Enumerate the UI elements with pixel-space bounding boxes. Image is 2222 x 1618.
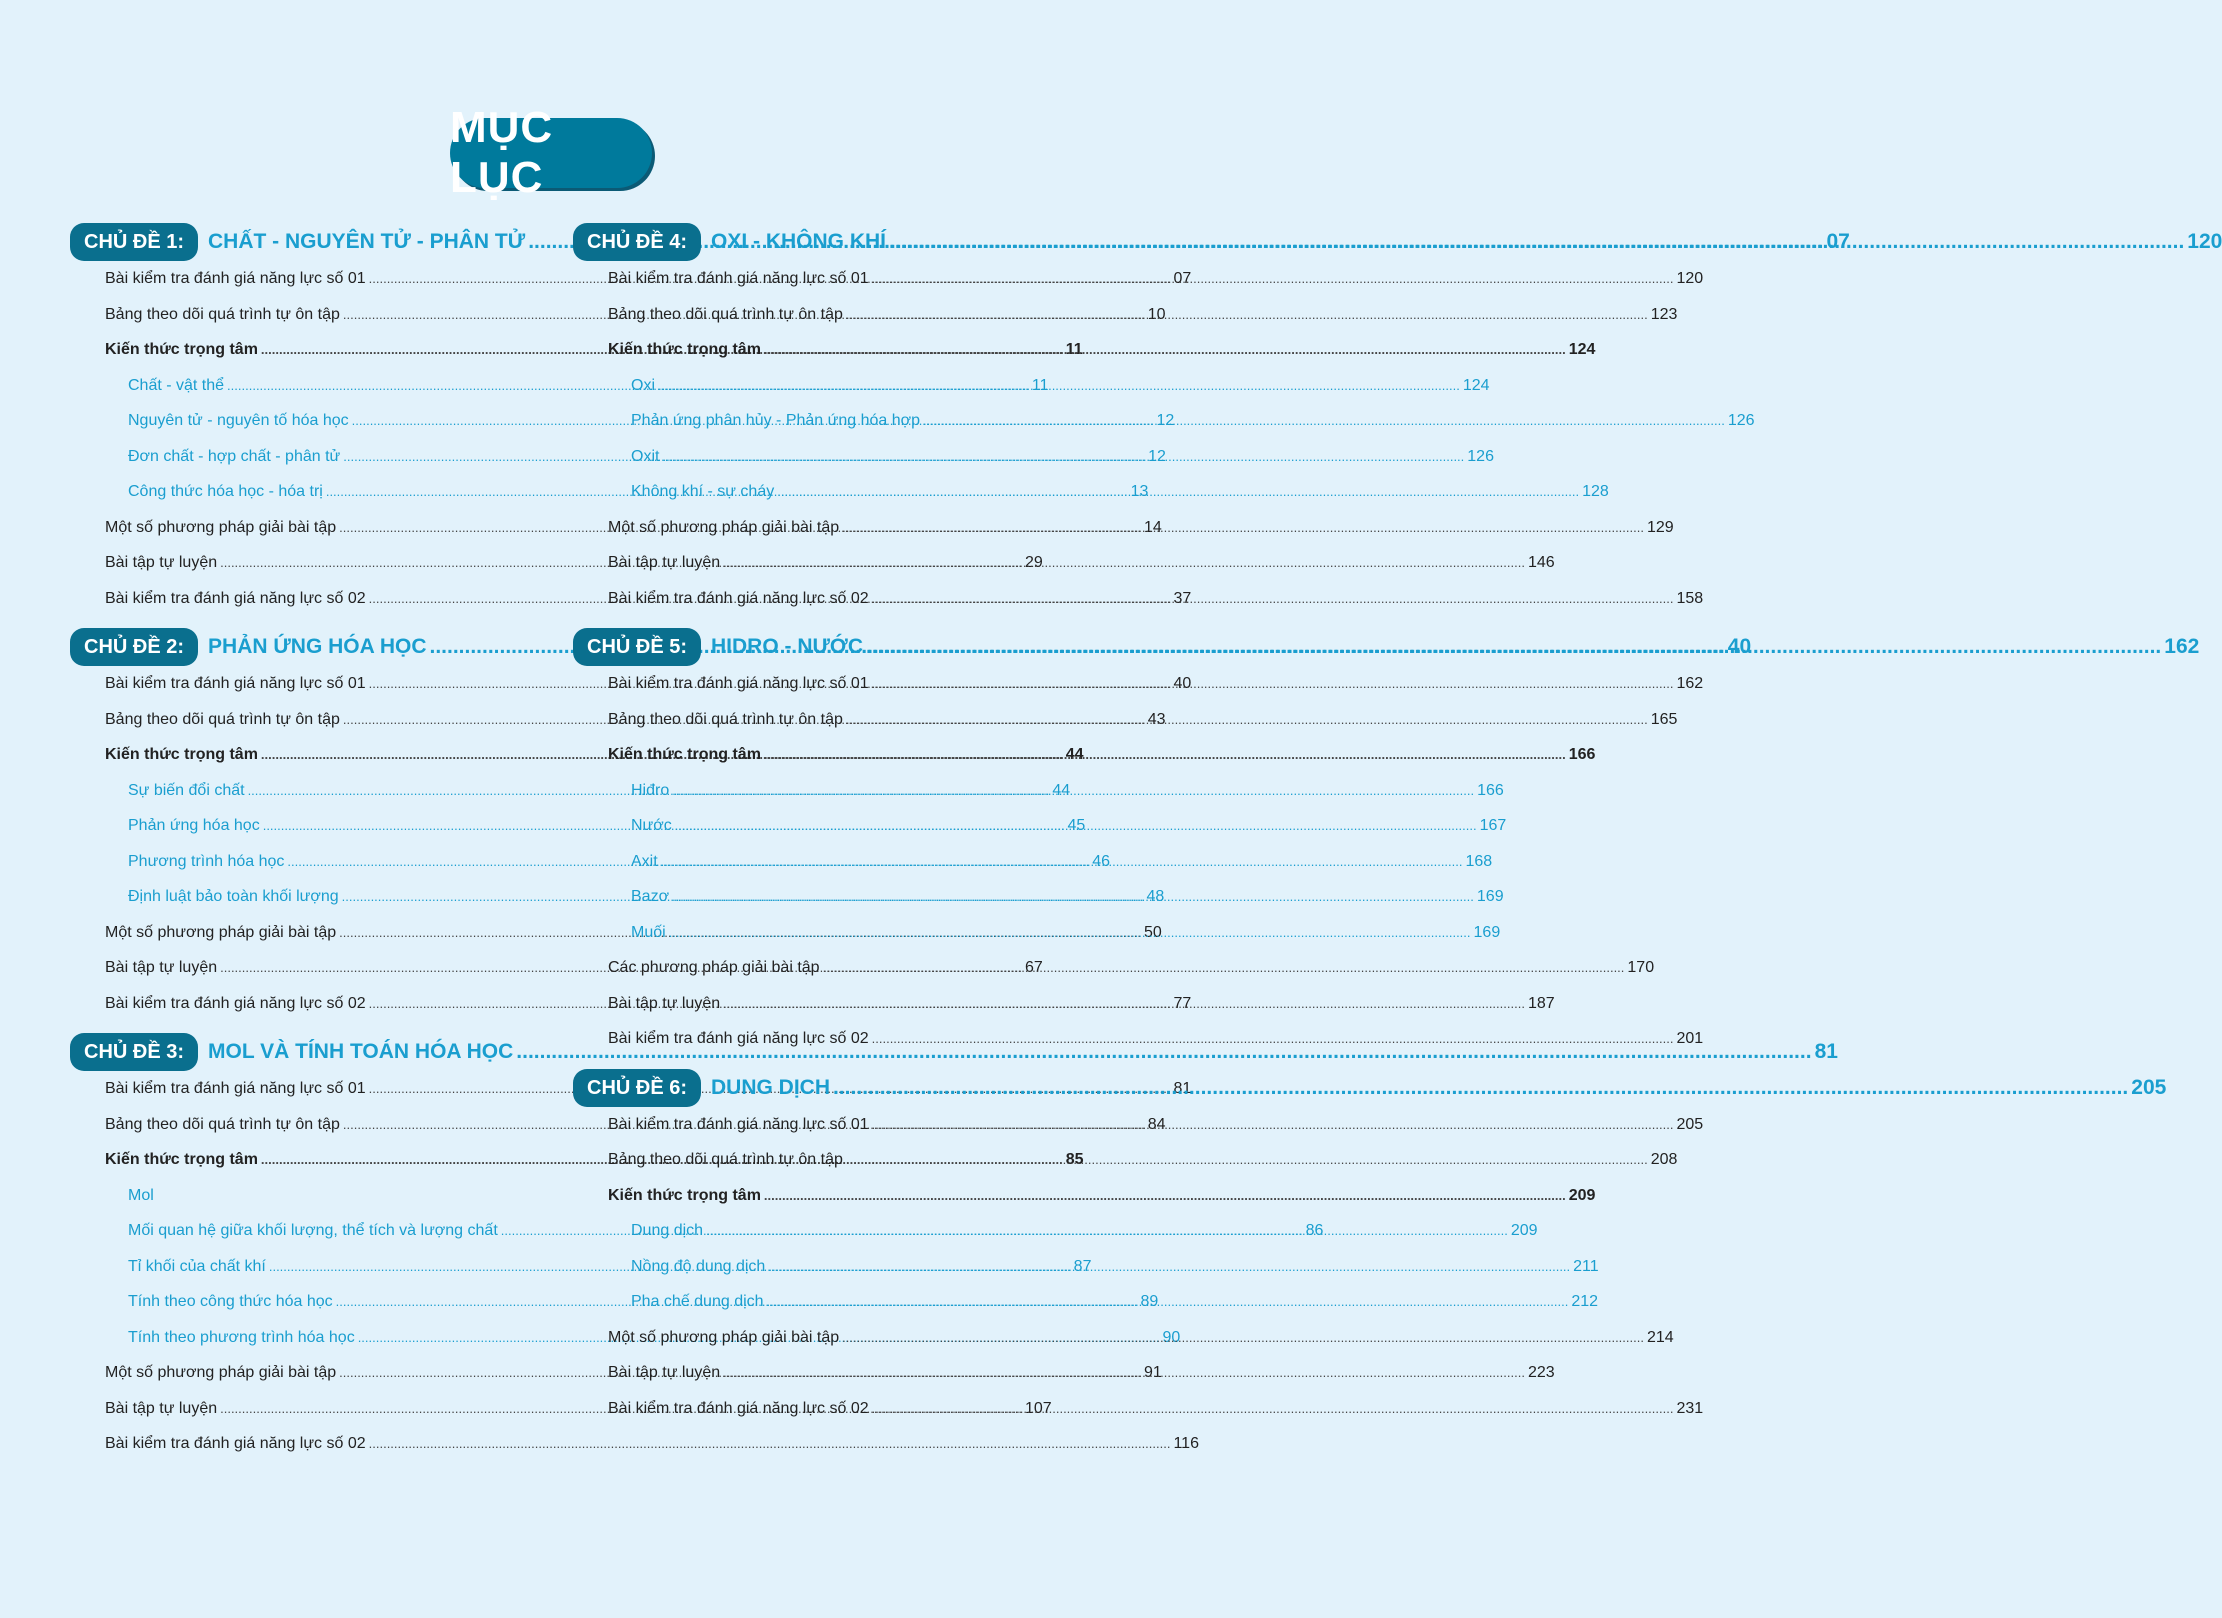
leader-dots [872,271,1674,286]
topic-title: OXI - KHÔNG KHÍ [711,230,887,253]
entry-page: 212 [1571,1293,1599,1310]
entry-label: Kiến thức trọng tâm [105,746,258,763]
entry-label: Bảng theo dõi quá trình tự ôn tập [105,1115,340,1133]
entry-label: Bài kiểm tra đánh giá năng lực số 01 [105,270,366,287]
entry-label: Nước [631,817,672,834]
entry-page: 165 [1650,710,1678,728]
toc-entry[interactable] [105,710,1166,747]
leader-dots [846,307,1648,322]
entry-page: 67 [1024,959,1043,976]
entry-label: Bài kiểm tra đánh giá năng lực số 02 [608,589,869,607]
leader-dots [889,230,2184,254]
topic-badge: CHỦ ĐỀ 4: [573,223,701,261]
entry-label: Sự biến đổi chất [128,781,245,799]
leader-dots [842,1330,1644,1345]
leader-dots [706,1223,1508,1238]
entry-label: Bài tập tự luyện [608,554,721,571]
entry-label: Axit [631,852,658,870]
entry-page: 90 [1162,1328,1181,1346]
topic-title: CHẤT - NGUYÊN TỬ - PHÂN TỬ [208,230,526,253]
topic-badge: CHỦ ĐỀ 2: [70,628,198,666]
leader-dots [872,1401,1674,1416]
entry-label: Oxi [631,376,655,394]
entry-label: Phản ứng phân hủy - Phản ứng hóa hợp [631,412,921,429]
entry-page: 12 [1148,447,1166,465]
entry-label: Công thức hóa học - hóa trị [128,483,323,500]
leader-dots [872,676,1674,691]
entry-label: Bảng theo dõi quá trình tự ôn tập [105,305,340,323]
entry-label: Mối quan hệ giữa khối lượng, thể tích và lượng chất [128,1222,498,1239]
entry-label: Bài kiểm tra đánh giá năng lực số 01 [608,675,869,692]
entry-page: 158 [1676,589,1704,607]
toc-entry[interactable] [105,1435,1199,1471]
entry-label: Bài kiểm tra đánh giá năng lực số 02 [105,994,366,1012]
leader-dots [842,520,1644,535]
entry-page: 201 [1676,1030,1704,1047]
entry-page: 43 [1147,710,1166,728]
toc-entry[interactable] [105,675,1192,711]
leader-dots [661,854,1463,869]
entry-label: Định luật bảo toàn khối lượng [128,888,339,905]
toc-entry[interactable] [105,270,1192,306]
leader-dots [369,1436,1171,1451]
entry-page: 107 [1024,1399,1052,1417]
entry-label: Một số phương pháp giải bài tập [105,923,337,941]
topic-badge: CHỦ ĐỀ 1: [70,223,198,261]
entry-page: 169 [1473,923,1501,941]
leader-dots [675,818,1477,833]
leader-dots [923,413,1725,428]
entry-page: 162 [1676,675,1704,692]
entry-label: Chất - vật thể [128,376,225,394]
entry-label: Bài kiểm tra đánh giá năng lực số 01 [105,675,366,692]
toc-entry[interactable] [105,305,1166,342]
entry-label: Bài kiểm tra đánh giá năng lực số 02 [105,589,366,607]
entry-label: Bài kiểm tra đánh giá năng lực số 01 [608,270,869,287]
toc-entry[interactable] [105,518,1162,555]
entry-page: 11 [1065,341,1083,358]
leader-dots [846,712,1648,727]
entry-page: 231 [1676,1399,1704,1417]
entry-page: 166 [1568,746,1596,763]
entry-label: Kiến thức trọng tâm [105,1151,258,1168]
entry-label: Kiến thức trọng tâm [105,341,258,358]
leader-dots [833,1076,2128,1100]
entry-page: 211 [1573,1257,1599,1275]
topic-page: 07 [1826,230,1850,253]
toc-entry[interactable] [608,1186,1596,1223]
entry-label: Bài tập tự luyện [105,1399,218,1417]
entry-page: 208 [1650,1151,1678,1168]
topic-title-row [711,1076,2166,1100]
topic-page: 162 [2164,635,2200,658]
entry-page: 14 [1143,518,1162,536]
entry-page: 170 [1627,959,1655,976]
entry-page: 81 [1173,1080,1192,1097]
entry-label: Bài tập tự luyện [608,1364,721,1381]
leader-dots [723,996,1525,1011]
topic-page: 40 [1727,635,1752,658]
leader-dots [872,1031,1674,1046]
entry-label: Các phương pháp giải bài tập [608,959,820,976]
entry-page: 116 [1173,1435,1199,1452]
leader-dots [723,555,1525,570]
entry-label: Bảng theo dõi quá trình tự ôn tập [608,305,843,323]
leader-dots [777,484,1579,499]
topic-title-row [711,230,2222,254]
entry-page: 84 [1147,1115,1166,1133]
entry-page: 87 [1073,1257,1092,1275]
entry-page: 146 [1527,554,1555,571]
topic-title: PHẢN ỨNG HÓA HỌC [208,635,427,658]
entry-page: 46 [1092,852,1111,870]
topic-badge: CHỦ ĐỀ 5: [573,628,701,666]
toc-entry[interactable] [105,589,1192,626]
entry-page: 91 [1143,1364,1162,1381]
toc-entry[interactable] [105,1187,525,1223]
entry-page: 12 [1156,412,1175,429]
entry-label: Bài kiểm tra đánh giá năng lực số 02 [105,1435,366,1452]
entry-page: 89 [1140,1293,1159,1310]
entry-page: 40 [1173,675,1192,692]
leader-dots [723,1365,1525,1380]
entry-label: Bảng theo dõi quá trình tự ôn tập [608,1151,843,1168]
leader-dots [669,925,1471,940]
topic-page: 205 [2131,1075,2167,1099]
leader-dots [672,889,1474,904]
entry-label: Phản ứng hóa học [128,817,260,834]
entry-page: 126 [1727,412,1755,429]
entry-page: 48 [1146,888,1165,905]
entry-label: Kiến thức trọng tâm [608,341,761,358]
topic-title: DUNG DỊCH [711,1075,831,1099]
toc-entry[interactable] [608,447,1494,484]
leader-dots [764,1188,1566,1203]
entry-label: Bài tập tự luyện [105,554,218,571]
entry-page: 166 [1477,781,1504,799]
topic-title: MOL VÀ TÍNH TOÁN HÓA HỌC [208,1040,514,1063]
leader-dots [768,1259,1570,1274]
entry-label: Oxit [631,447,660,465]
leader-dots [764,747,1566,762]
entry-label: Tính theo phương trình hóa học [128,1328,355,1346]
entry-page: 07 [1173,270,1192,287]
topic-title-row [711,635,2199,659]
entry-page: 85 [1065,1151,1084,1168]
entry-page: 209 [1568,1186,1596,1204]
entry-label: Nguyên tử - nguyên tố hóa học [128,412,349,429]
entry-page: 10 [1147,305,1166,323]
entry-label: Kiến thức trọng tâm [608,1186,761,1204]
topic-title: HIDRO - NƯỚC [711,635,864,658]
entry-page: 205 [1676,1115,1704,1133]
entry-label: Một số phương pháp giải bài tập [608,1328,840,1346]
entry-label: Bảng theo dõi quá trình tự ôn tập [608,710,843,728]
entry-label: Muối [631,923,666,941]
entry-label: Kiến thức trọng tâm [608,746,761,763]
leader-dots [764,342,1566,357]
entry-page: 44 [1065,746,1084,763]
leader-dots [872,1117,1674,1132]
toc-entry[interactable] [608,412,1755,448]
entry-page: 29 [1024,554,1043,571]
entry-label: Tỉ khối của chất khí [128,1257,266,1275]
entry-label: Bài tập tự luyện [608,994,721,1012]
entry-page: 86 [1305,1222,1324,1239]
topic-badge: CHỦ ĐỀ 6: [573,1069,701,1107]
toc-entry[interactable] [105,341,1083,377]
entry-label: Bài tập tự luyện [105,959,218,976]
entry-page: 124 [1568,341,1596,358]
entry-label: Bài kiểm tra đánh giá năng lực số 02 [608,1399,869,1417]
entry-page: 77 [1173,994,1192,1012]
entry-label: Bài kiểm tra đánh giá năng lực số 01 [608,1115,869,1133]
leader-dots [672,783,1474,798]
leader-dots [658,378,1460,393]
entry-label: Bài kiểm tra đánh giá năng lực số 01 [105,1080,366,1097]
entry-label: Phương trình hóa học [128,852,285,870]
entry-label: Một số phương pháp giải bài tập [105,1364,337,1381]
entry-page: 214 [1646,1328,1674,1346]
entry-label: Tính theo công thức hóa học [128,1293,333,1310]
entry-page: 169 [1476,888,1504,905]
leader-dots [662,449,1464,464]
entry-label: Một số phương pháp giải bài tập [608,518,840,536]
entry-label: Một số phương pháp giải bài tập [105,518,337,536]
entry-page: 44 [1052,781,1071,799]
topic-page: 120 [2187,230,2222,253]
leader-dots [866,635,2161,659]
entry-page: 128 [1582,483,1609,500]
entry-page: 50 [1143,923,1162,941]
entry-page: 45 [1067,817,1086,834]
leader-dots [872,591,1674,606]
entry-label: Bảng theo dõi quá trình tự ôn tập [105,710,340,728]
leader-dots [823,960,1625,975]
entry-page: 123 [1650,305,1678,323]
entry-page: 11 [1031,376,1049,394]
entry-page: 120 [1676,270,1704,287]
entry-label: Mol [128,1186,154,1204]
entry-page: 124 [1462,376,1490,394]
entry-label: Hiđro [631,781,670,799]
entry-label: Bài kiểm tra đánh giá năng lực số 02 [608,1030,869,1047]
entry-page: 167 [1479,817,1507,834]
entry-page: 168 [1465,852,1493,870]
entry-page: 37 [1173,589,1192,607]
entry-label: Đơn chất - hợp chất - phân tử [128,447,341,465]
toc-entry[interactable] [105,746,1084,782]
topic-badge: CHỦ ĐỀ 3: [70,1033,198,1071]
toc-entry[interactable] [105,554,1043,590]
entry-label: Pha chế dung dịch [631,1293,764,1310]
topic-page: 81 [1814,1040,1838,1063]
entry-label: Không khí - sự cháy [631,483,775,500]
entry-label: Dung dịch [631,1222,704,1239]
toc-entry[interactable] [608,1030,1704,1066]
entry-page: 187 [1527,994,1555,1012]
entry-page: 223 [1527,1364,1555,1381]
entry-page: 13 [1130,483,1149,500]
entry-page: 209 [1510,1222,1538,1239]
entry-label: Bazơ [631,888,670,905]
page-title: MỤC LỤC [450,118,652,188]
entry-page: 126 [1467,447,1494,465]
leader-dots [767,1294,1569,1309]
entry-page: 129 [1646,518,1674,536]
leader-dots [846,1152,1648,1167]
entry-label: Nồng độ dung dịch [631,1257,766,1275]
